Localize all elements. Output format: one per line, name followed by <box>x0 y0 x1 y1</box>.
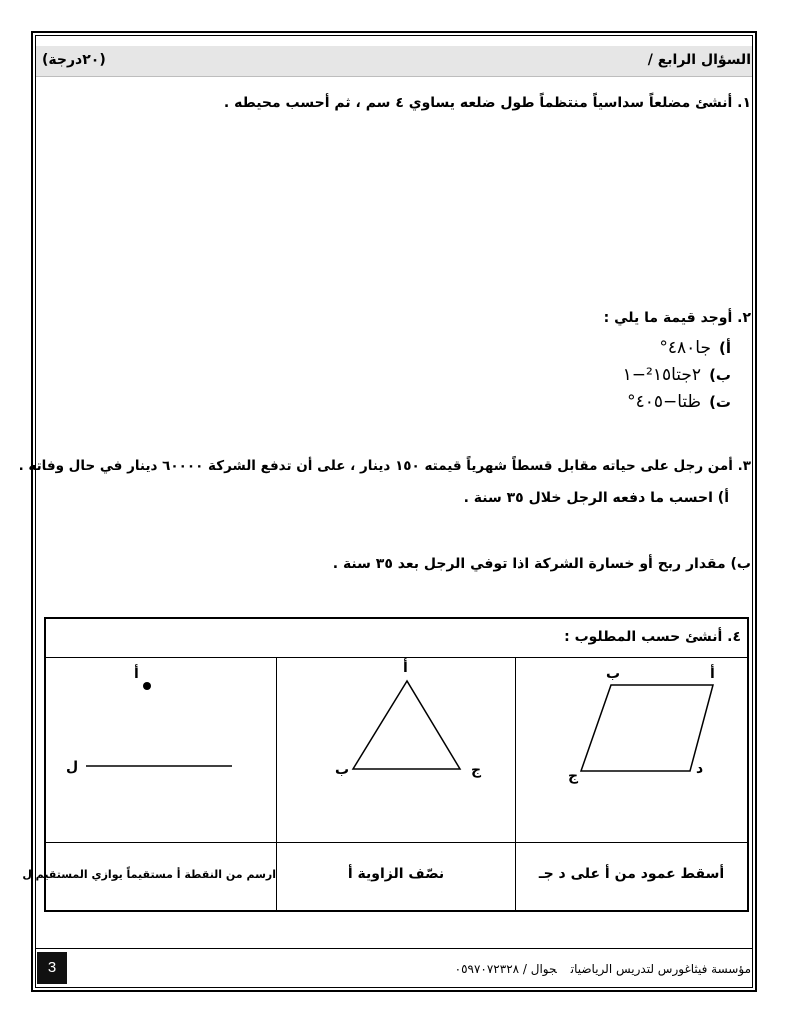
parallelogram-label-d: د <box>696 761 704 777</box>
q2-item-b-expr: ٢جتا²١٥−١ <box>622 365 702 385</box>
q2-item-b <box>623 365 731 385</box>
parallelogram-label-b: ب <box>606 666 621 682</box>
footer-info <box>455 962 751 976</box>
q2-item-b-label: ب) <box>709 366 731 384</box>
footer-institute: مؤسسة فيثاغورس لتدريس الرياضيات <box>570 962 751 976</box>
point-a <box>143 682 151 690</box>
q2-item-c-expr: ظتا−٤٠٥° <box>627 392 702 412</box>
q4-row-divider <box>46 842 747 843</box>
task-perpendicular: أسقط عمود من أ على د جـ <box>538 866 725 882</box>
parallelogram-label-j: ج <box>568 768 579 784</box>
q2-item-a <box>659 338 731 358</box>
task-parallel-line: ارسم من النقطة أ مستقيماً يوازي المستقيم ل <box>22 868 276 881</box>
task-bisect-angle: نصّف الزاوية أ <box>347 866 445 882</box>
q2-item-a-label: أ) <box>719 339 731 357</box>
triangle-shape <box>353 681 460 769</box>
point-label-a: أ <box>134 666 139 682</box>
question-score: (٢٠درجة) <box>42 52 106 68</box>
triangle-figure <box>277 658 515 842</box>
q4-title: ٤. أنشئ حسب المطلوب : <box>564 629 741 645</box>
question-header-bar <box>36 46 752 77</box>
q2-text: ٢. أوجد قيمة ما يلي : <box>603 310 751 326</box>
point-line-figure <box>46 658 276 842</box>
q1-text: ١. أنشئ مضلعاً سداسياً منتظماً طول ضلعه يساوي ٤ سم ، ثم أحسب محيطه . <box>223 95 751 111</box>
triangle-label-j: ج <box>471 762 482 778</box>
q4-box <box>22 617 749 912</box>
q2-item-c-label: ت) <box>709 393 731 411</box>
q3-part-b: ب) مقدار ربح أو خسارة الشركة اذا توفي الرجل بعد ٣٥ سنة . <box>332 556 751 572</box>
footer-divider <box>36 948 752 949</box>
parallelogram-label-a: أ <box>710 666 715 682</box>
q2-item-a-expr: جا٤٨٠° <box>659 338 711 358</box>
question-title: السؤال الرابع / <box>647 52 751 68</box>
q2-item-c <box>627 392 731 412</box>
triangle-label-a: أ <box>403 660 408 676</box>
parallelogram-shape <box>581 685 713 771</box>
q4-header <box>46 619 747 658</box>
q3-part-a: أ) احسب ما دفعه الرجل خلال ٣٥ سنة . <box>463 490 729 506</box>
parallelogram-figure <box>516 658 747 842</box>
page-number: 3 <box>37 952 67 984</box>
line-label-l: ل <box>66 759 79 775</box>
triangle-label-b: ب <box>335 762 350 778</box>
footer-mobile: جوال / ٠٥٩٧٠٧٢٣٢٨ <box>454 962 557 976</box>
q3-text: ٣. أمن رجل على حياته مقابل قسطاً شهرياً قيمته ١٥٠ دينار ، على أن تدفع الشركة ٦٠٠٠٠ دينار في حال وفاته . <box>18 458 751 474</box>
